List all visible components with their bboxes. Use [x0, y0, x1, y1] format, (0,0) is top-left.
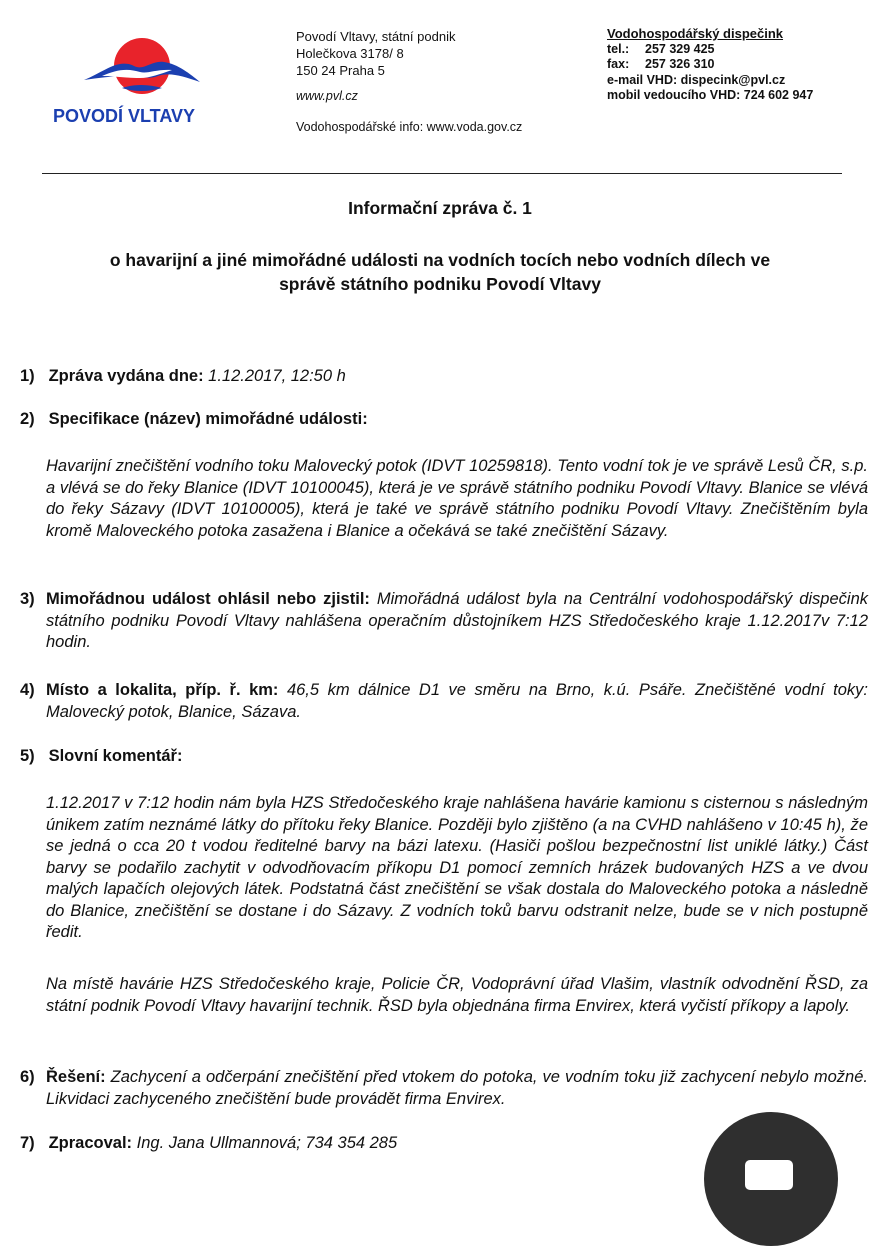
section-label: Mimořádnou událost ohlásil nebo zjistil:	[46, 590, 370, 608]
section-reported-by	[20, 589, 868, 654]
subtitle-line-2: správě státního podniku Povodí Vltavy	[279, 274, 601, 294]
section-issue-date	[20, 366, 346, 388]
dispatch-fax	[607, 57, 813, 73]
section-number: 4)	[20, 681, 35, 699]
website-link[interactable]: www.pvl.cz	[296, 89, 358, 103]
report-title: Informační zpráva č. 1	[348, 198, 532, 218]
section-number: 3)	[20, 590, 35, 608]
address-street: Holečkova 3178/ 8	[296, 46, 404, 61]
fax-label: fax:	[607, 57, 630, 71]
header-divider	[42, 173, 842, 174]
fax-value: 257 326 310	[645, 57, 715, 71]
phone-value[interactable]: 257 329 425	[645, 41, 715, 56]
section-number: 7)	[20, 1134, 35, 1152]
section-event-specification	[20, 409, 368, 431]
section-number: 5)	[20, 747, 35, 765]
address-city: 150 24 Praha 5	[296, 63, 385, 78]
event-specification-text: Havarijní znečištění vodního toku Malovecký potok (IDVT 10259818). Tento vodní tok je ve správě Lesů ČR, s.p. a vlévá se do řeky Blanice (IDVT 10100045), která je ve správě státního podniku Povodí Vltavy. Blanice se vlévá do řeky Sázavy (IDVT 10100005), která je také ve správě státního podniku Povodí Vltavy. Znečištěním byla kromě Maloveckého potoka zasažena i Blanice a očekává se také znečištění Sázavy.	[46, 457, 868, 540]
dispatch-mobile[interactable]: mobil vedoucího VHD: 724 602 947	[607, 88, 814, 102]
section-label: Zpráva vydána dne:	[48, 367, 204, 385]
report-subtitle	[30, 248, 850, 296]
section-solution	[20, 1067, 868, 1110]
section-number: 2)	[20, 410, 35, 428]
section-number: 6)	[20, 1068, 35, 1086]
company-address	[296, 28, 522, 136]
logo-text: POVODÍ VLTAVY	[53, 106, 196, 126]
subtitle-line-1: o havarijní a jiné mimořádné události na vodních tocích nebo vodních dílech ve	[109, 250, 771, 270]
section-number: 1)	[20, 367, 35, 385]
company-logo	[50, 36, 240, 126]
section-label: Místo a lokalita, příp. ř. km:	[46, 681, 279, 699]
solution-value: Zachycení a odčerpání znečištění před vtokem do potoka, ve vodním toku již zachycení nebylo možné. Likvidaci zachyceného znečištění bude provádět firma Envirex.	[46, 1068, 868, 1108]
section-location	[20, 680, 868, 723]
company-name: Povodí Vltavy, státní podnik	[296, 29, 456, 44]
dispatch-title: Vodohospodářský dispečink	[607, 26, 784, 41]
comment-paragraph-2: Na místě havárie HZS Středočeského kraje, Policie ČR, Vodoprávní úřad Vlašim, vlastník odvodnění ŘSD, za státní podnik Povodí Vltavy havarijní technik. ŘSD byla objednána firma Envirex, která vyčistí příkopy a lapoly.	[46, 975, 868, 1015]
message-icon	[745, 1160, 793, 1190]
section-label: Zpracoval:	[48, 1134, 133, 1152]
section-label: Řešení:	[46, 1068, 106, 1086]
phone-label: tel.:	[607, 41, 630, 56]
section-label: Specifikace (název) mimořádné události:	[48, 410, 368, 428]
dispatch-email[interactable]: e-mail VHD: dispecink@pvl.cz	[607, 72, 786, 87]
section-label: Slovní komentář:	[48, 747, 183, 765]
location-value: 46,5 km dálnice D1 ve směru na Brno, k.ú. Psáře. Znečištěné vodní toky: Malovecký potok, Blanice, Sázava.	[46, 681, 868, 721]
section-comment	[20, 746, 182, 768]
section-prepared-by	[20, 1133, 397, 1155]
prepared-by-value: Ing. Jana Ullmannová; 734 354 285	[136, 1134, 398, 1152]
comment-paragraph-1: 1.12.2017 v 7:12 hodin nám byla HZS Středočeského kraje nahlášena havárie kamionu s cisternou s následným únikem zatím neznámé látky do přítoku řeky Blanice. Později bylo zjištěno (a na CVHD nahlášeno v 10:45 h), že se jedná o cca 20 t vodou ředitelné barvy na bázi latexu. (Hasiči pošlou bezpečnostní list uniklé látky.) Část barvy se podařilo zachytit v odvodňovacím příkopu D1 pomocí zemních hrázek budovaných HZS a ve dvou malých lapačích olejových látek. Podstatná část znečištění se však dostala do Maloveckého potoka a následně do Blanice, znečištění se dostane i do Sázavy. Z vodních toků barvu odstranit nelze, bude se v nich postupně ředit.	[46, 794, 868, 941]
issue-date-value: 1.12.2017, 12:50 h	[208, 367, 346, 385]
reported-by-value: Mimořádná událost byla na Centrální vodohospodářský dispečink státního podniku Povodí Vltavy nahlášena operačním důstojníkem HZS Středočeského kraje 1.12.2017v 7:12 hodin.	[46, 590, 868, 651]
dispatch-contact	[607, 26, 813, 104]
wave-bird-icon	[82, 36, 202, 102]
water-info-link[interactable]: Vodohospodářské info: www.voda.gov.cz	[296, 120, 523, 134]
dispatch-phone	[607, 42, 813, 58]
